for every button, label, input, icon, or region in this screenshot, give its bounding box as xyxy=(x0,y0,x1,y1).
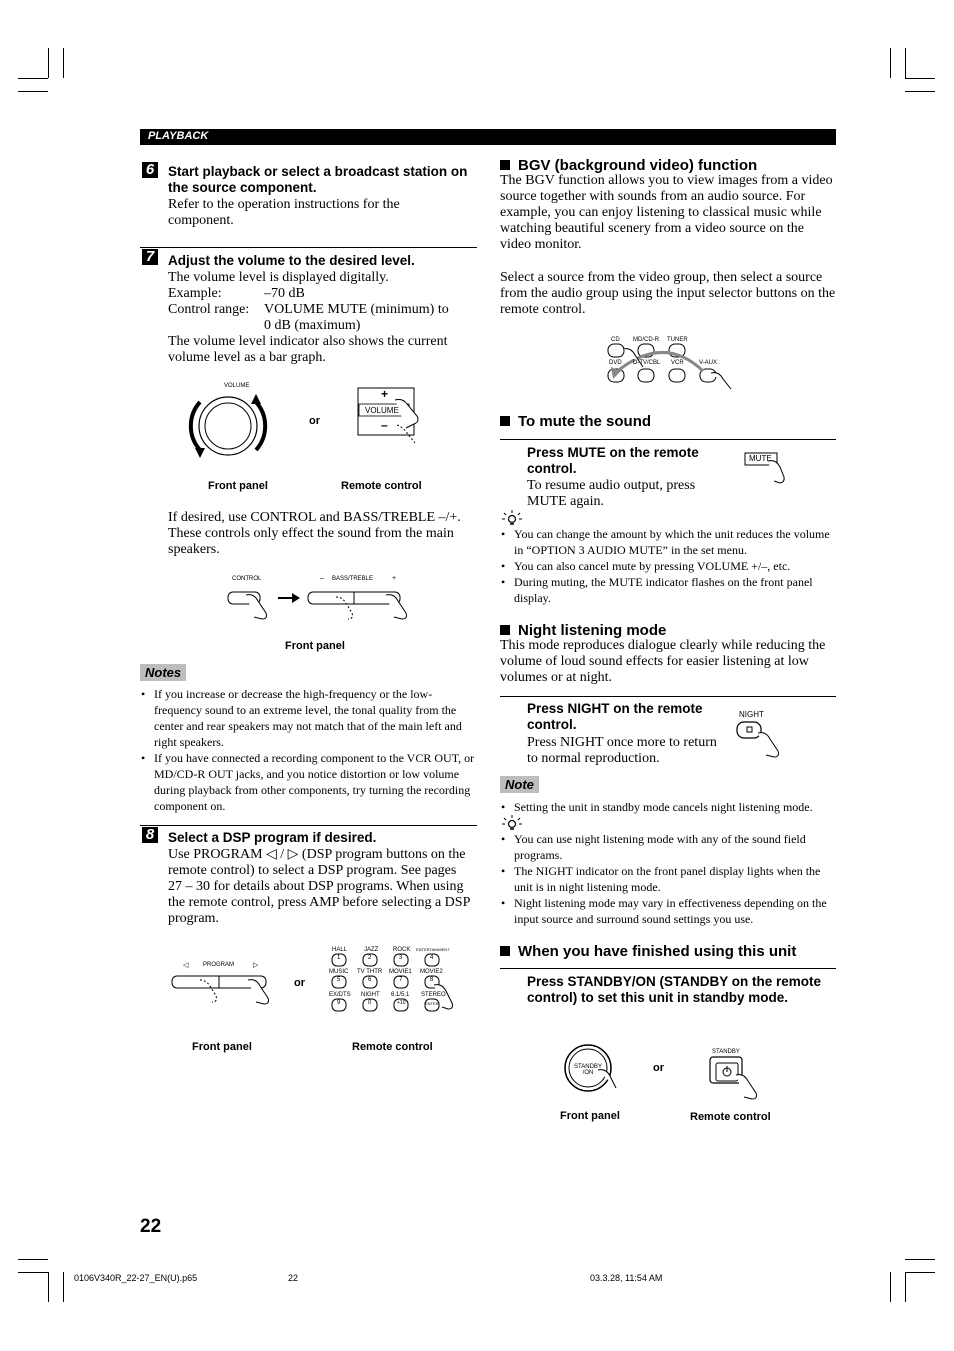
divider xyxy=(500,968,836,969)
crop-mark xyxy=(63,1272,64,1302)
figure-caption: Front panel xyxy=(560,1110,620,1122)
figure-caption: Front panel xyxy=(192,1041,252,1053)
footer-file: 0106V340R_22-27_EN(U).p65 xyxy=(74,1273,198,1283)
control-bass-illustration xyxy=(226,585,416,625)
key-number: 6 xyxy=(368,977,372,983)
lightbulb-icon xyxy=(501,814,523,832)
divider xyxy=(500,696,836,697)
key-number: ENTER xyxy=(425,1001,439,1006)
tip-item: • The NIGHT indicator on the front panel display lights when the unit is in night listening mode. xyxy=(500,863,838,895)
section-heading: BGV (background video) function xyxy=(500,157,757,174)
input-label: V-AUX xyxy=(699,360,718,366)
crop-mark xyxy=(18,91,48,92)
key-number: +10 xyxy=(397,1000,406,1006)
step-body: Refer to the operation instructions for the component. xyxy=(168,197,400,228)
crop-mark xyxy=(18,1259,48,1260)
page-number: 22 xyxy=(140,1216,162,1237)
key-number: 9 xyxy=(337,1000,341,1006)
notes-list xyxy=(140,686,478,814)
figure-caption: Remote control xyxy=(690,1111,771,1123)
tips-list xyxy=(500,526,838,606)
key-label: STEREO xyxy=(421,992,446,998)
footer-page: 22 xyxy=(288,1273,299,1283)
program-left-arrow: ◁ xyxy=(183,962,189,969)
input-label: TUNER xyxy=(667,337,688,343)
crop-mark xyxy=(905,91,935,92)
figure-caption: Remote control xyxy=(352,1041,433,1053)
square-bullet-icon xyxy=(500,160,510,170)
key-number: 0 xyxy=(368,1000,372,1006)
section-title: PLAYBACK xyxy=(148,130,209,142)
program-right-arrow: ▷ xyxy=(253,962,259,969)
divider xyxy=(140,825,477,826)
key-number: 3 xyxy=(399,955,403,961)
night-paragraph: This mode reproduces dialogue clearly while reducing the volume of loud sound effects for easier listening at low volumes or at night. xyxy=(500,638,826,685)
divider xyxy=(500,439,836,440)
crop-mark xyxy=(48,1272,49,1302)
key-number: 2 xyxy=(368,955,372,961)
crop-mark xyxy=(905,78,935,79)
step-title: Select a DSP program if desired. xyxy=(168,830,377,845)
tips-list xyxy=(500,831,838,927)
volume-button-label: VOLUME xyxy=(365,406,399,415)
key-label: EX/DTS xyxy=(329,992,351,998)
control-paragraph: If desired, use CONTROL and BASS/TREBLE –/+. These controls only effect the sound from the main speakers. xyxy=(168,510,461,557)
square-bullet-icon xyxy=(500,946,510,956)
figure-caption: Remote control xyxy=(341,480,422,492)
key-label: MOVIE2 xyxy=(420,969,443,975)
step-body: The volume level indicator also shows the current volume level as a bar graph. xyxy=(168,334,448,365)
figure-caption: Front panel xyxy=(285,640,345,652)
input-label: VCR xyxy=(671,360,684,366)
crop-mark xyxy=(890,1272,891,1302)
instruction: Press MUTE on the remote control. xyxy=(527,445,699,476)
tip-item: • You can also cancel mute by pressing VOLUME +/–, etc. xyxy=(500,558,838,574)
input-label: MD/CD-R xyxy=(633,337,659,343)
key-label: ENTERTAINMENT xyxy=(416,947,450,952)
notes-list xyxy=(500,799,838,815)
key-label: NIGHT xyxy=(361,992,380,998)
figure-caption: Front panel xyxy=(208,480,268,492)
step-title: Start playback or select a broadcast station on the source component. xyxy=(168,164,468,195)
night-button-label: NIGHT xyxy=(739,710,764,719)
key-number: 5 xyxy=(337,977,341,983)
step-number: 7 xyxy=(142,249,158,265)
program-label: PROGRAM xyxy=(203,962,235,968)
lightbulb-icon xyxy=(501,509,523,527)
crop-mark xyxy=(63,48,64,78)
tip-item: • Night listening mode may vary in effectiveness depending on the input source and surround sound settings you use. xyxy=(500,895,838,927)
crop-mark xyxy=(905,1272,935,1273)
mute-button-label: MUTE xyxy=(749,454,772,463)
tip-item: • You can use night listening mode with any of the sound field programs. xyxy=(500,831,838,863)
program-illustration xyxy=(170,970,280,1010)
footer-date: 03.3.28, 11:54 AM xyxy=(590,1273,663,1283)
key-label: HALL xyxy=(332,947,348,953)
standby-knob-label: STANDBY /ON xyxy=(574,1064,602,1076)
range-value: VOLUME MUTE (minimum) to xyxy=(264,302,449,317)
step-title: Adjust the volume to the desired level. xyxy=(168,253,415,268)
crop-mark xyxy=(905,48,906,78)
input-label: D-TV/CBL xyxy=(633,360,661,366)
input-selector-illustration xyxy=(603,335,743,395)
note-label: Note xyxy=(500,776,539,793)
or-label: or xyxy=(309,415,320,427)
key-label: ROCK xyxy=(393,947,411,953)
or-label: or xyxy=(294,977,305,989)
tip-item: • You can change the amount by which the unit reduces the volume in “OPTION 3 AUDIO MUTE” in the set menu. xyxy=(500,526,838,558)
range-label: Control range: xyxy=(168,302,250,317)
note-item: • Setting the unit in standby mode cancels night listening mode. xyxy=(500,799,838,815)
range-value: 0 dB (maximum) xyxy=(264,318,361,333)
key-label: MOVIE1 xyxy=(389,969,412,975)
crop-mark xyxy=(905,1259,935,1260)
key-number: 8 xyxy=(430,977,434,983)
tip-item: • During muting, the MUTE indicator flashes on the front panel display. xyxy=(500,574,838,606)
step-number: 6 xyxy=(142,162,158,178)
section-heading: To mute the sound xyxy=(500,413,651,430)
input-label: CD xyxy=(611,337,620,343)
bass-plus: + xyxy=(392,575,397,582)
crop-mark xyxy=(18,1272,48,1273)
crop-mark xyxy=(18,78,48,79)
square-bullet-icon xyxy=(500,625,510,635)
key-label: MUSIC xyxy=(329,969,349,975)
step-number: 8 xyxy=(142,827,158,843)
control-label: CONTROL xyxy=(232,576,262,582)
square-bullet-icon xyxy=(500,416,510,426)
section-header xyxy=(140,129,836,145)
key-label: 6.1/5.1 xyxy=(391,992,410,998)
notes-label: Notes xyxy=(140,664,186,681)
instruction: Press NIGHT on the remote control. xyxy=(527,701,703,732)
volume-knob-illustration xyxy=(186,392,270,462)
bass-treble-label: BASS/TREBLE xyxy=(332,576,374,582)
key-number: 7 xyxy=(399,977,403,983)
section-heading: Night listening mode xyxy=(500,622,666,639)
instruction-body: Press NIGHT once more to return to normal reproduction. xyxy=(527,735,717,766)
example-label: Example: xyxy=(168,286,222,301)
section-heading: When you have finished using this unit xyxy=(500,943,796,960)
note-item: • If you increase or decrease the high-frequency or the low-frequency sound to an extreme level, the tonal quality from the center and rear speakers may not match that of the main left and right speakers. xyxy=(140,686,478,750)
key-number: 4 xyxy=(430,955,434,961)
volume-plus: + xyxy=(381,387,389,401)
note-item: • If you have connected a recording component to the VCR OUT, or MD/CD-R OUT jacks, and you notice distortion or low volume during playback from other components, try turning the recording component on. xyxy=(140,750,478,814)
input-label: DVD xyxy=(609,360,622,366)
bgv-paragraph: Select a source from the video group, then select a source from the audio group using the input selector buttons on the remote control. xyxy=(500,270,836,317)
volume-minus: – xyxy=(381,418,388,432)
step-body: Use PROGRAM ◁ / ▷ (DSP program buttons on the remote control) to select a DSP program. See pages 27 – 30 for details about DSP programs. When using the remote control, press AMP before selecting a DSP program. xyxy=(168,847,470,926)
example-value: –70 dB xyxy=(264,286,305,301)
dsp-keypad xyxy=(326,945,456,1020)
volume-knob-label: VOLUME xyxy=(224,383,250,389)
standby-button-illustration xyxy=(708,1055,766,1101)
night-button-illustration xyxy=(734,719,786,759)
step-body: The volume level is displayed digitally. xyxy=(168,270,389,285)
key-label: TV THTR xyxy=(357,969,383,975)
crop-mark xyxy=(48,48,49,78)
bgv-paragraph: The BGV function allows you to view images from a video source together with sounds from an audio source. For example, you can enjoy listening to classical music while watching beautiful scenery from a video source on the video monitor. xyxy=(500,173,833,252)
instruction: Press STANDBY/ON (STANDBY on the remote control) to set this unit in standby mode. xyxy=(527,974,822,1005)
standby-button-label: STANDBY xyxy=(712,1049,740,1055)
volume-button-illustration xyxy=(355,385,425,450)
key-number: 1 xyxy=(337,955,341,961)
or-label: or xyxy=(653,1062,664,1074)
divider xyxy=(140,247,477,248)
bass-minus: – xyxy=(320,575,324,582)
crop-mark xyxy=(890,48,891,78)
crop-mark xyxy=(905,1272,906,1302)
key-label: JAZZ xyxy=(364,947,379,953)
instruction-body: To resume audio output, press MUTE again. xyxy=(527,478,696,509)
